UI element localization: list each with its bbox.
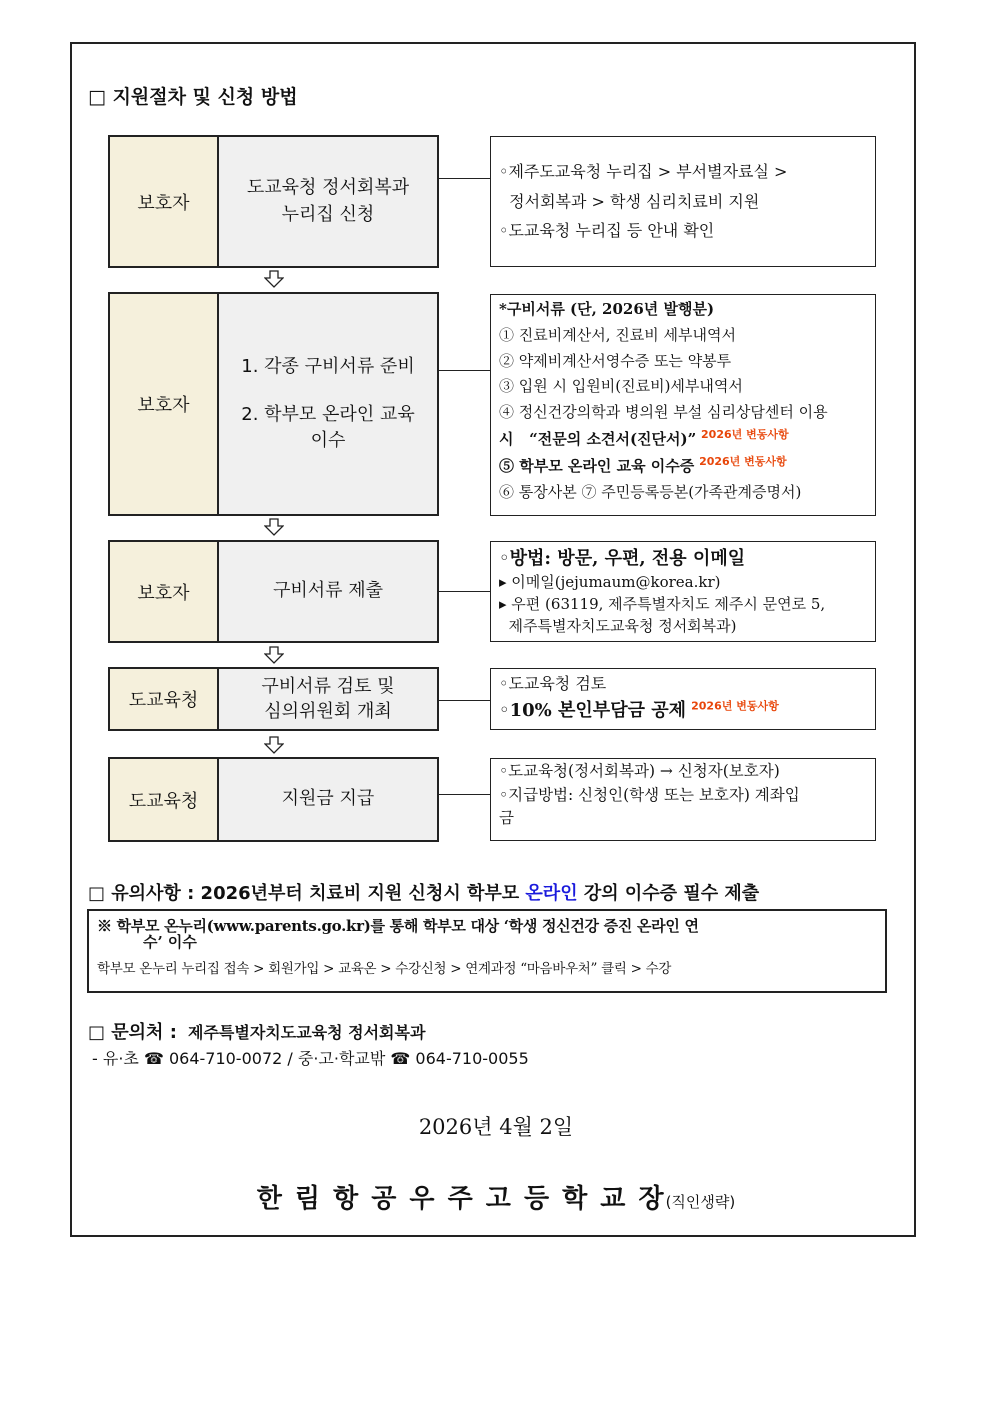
signature: 한 림 항 공 우 주 고 등 학 교 장(직인생략) xyxy=(256,1184,736,1214)
change-note: 2026년 변동사항 xyxy=(691,699,779,713)
change-note: 2026년 변동사항 xyxy=(701,427,789,441)
step-1-details: ◦제주도교육청 누리집 > 부서별자료실 > 정서회복과 > 학생 심리치료비 지원 ◦도교육청 누리집 등 안내 확인 xyxy=(490,136,876,267)
arrow-down-icon xyxy=(264,270,284,288)
notice-title: □ 유의사항 : 2026년부터 치료비 지원 신청시 학부모 온라인 강의 이수증 필수 제출 xyxy=(88,883,760,904)
notice-box: ※ 학부모 온누리(www.parents.go.kr)를 통해 학부모 대상 ‘학생 정신건강 증진 온라인 연 수’ 이수 학부모 온누리 누리집 접속 > 회원가입 > 교육온 > 수강신청 > 연계과정 “마음바우처” 클릭 > 수강 xyxy=(87,909,887,993)
step-4-label: 구비서류 검토 및 심의위원회 개최 xyxy=(219,669,437,729)
step-5-label: 지원금 지급 xyxy=(219,759,437,840)
change-note: 2026년 변동사항 xyxy=(699,454,787,468)
section-title-procedure: □ 지원절차 및 신청 방법 xyxy=(88,86,298,108)
document-date: 2026년 4월 2일 xyxy=(418,1115,574,1139)
contact-phones: - 유·초 ☎ 064-710-0072 / 중·고·학교밖 ☎ 064-710-0055 xyxy=(92,1049,529,1068)
step-2-box xyxy=(108,292,439,516)
step-5-role: 도교육청 xyxy=(110,759,219,840)
step-1-role: 보호자 xyxy=(110,137,219,266)
step-4-role: 도교육청 xyxy=(110,669,219,729)
step-3-details: ◦방법: 방문, 우편, 전용 이메일 ▸ 이메일(jejumaum@korea.kr) ▸ 우편 (63119, 제주특별자치도 제주시 문연로 5, 제주특별자치도교육청 정서회복과) xyxy=(490,541,876,642)
step-5-box xyxy=(108,757,439,842)
step-5-details: ◦도교육청(정서회복과) → 신청자(보호자) ◦지급방법: 신청인(학생 또는 보호자) 계좌입 금 xyxy=(490,758,876,841)
step-2-role: 보호자 xyxy=(110,294,219,514)
step-4-details: ◦도교육청 검토 ◦10% 본인부담금 공제 $^{2026년 변동사항}$ xyxy=(490,668,876,730)
step-1-label: 도교육청 정서회복과 누리집 신청 xyxy=(219,137,437,266)
step-1-box xyxy=(108,135,439,268)
arrow-down-icon xyxy=(264,736,284,754)
arrow-down-icon xyxy=(264,518,284,536)
step-2-details: *구비서류 (단, 2026년 발행분) ① 진료비계산서, 진료비 세부내역서 ② 약제비계산서영수증 또는 약봉투 ③ 입원 시 입원비(진료비)세부내역서 ④ 정신건강의학과 병의원 부설 심리상담센터 이용 시 “전문의 소견서(진단서)” $^{2026년 변동사항}$ ⑤ 학부모 온라인 교육 이수증 $^{2026년 변동사항}$ ⑥ 통장사본 ⑦ 주민등록등본(가족관계증명서) xyxy=(490,294,876,516)
arrow-down-icon xyxy=(264,646,284,664)
step-2-label: 1. 각종 구비서류 준비 2. 학부모 온라인 교육 이수 xyxy=(219,294,437,514)
contact-section: □ 문의처 : 제주특별자치도교육청 정서회복과 xyxy=(88,1022,426,1043)
step-3-box xyxy=(108,540,439,643)
step-4-box xyxy=(108,667,439,731)
step-3-label: 구비서류 제출 xyxy=(219,542,437,641)
step-3-role: 보호자 xyxy=(110,542,219,641)
